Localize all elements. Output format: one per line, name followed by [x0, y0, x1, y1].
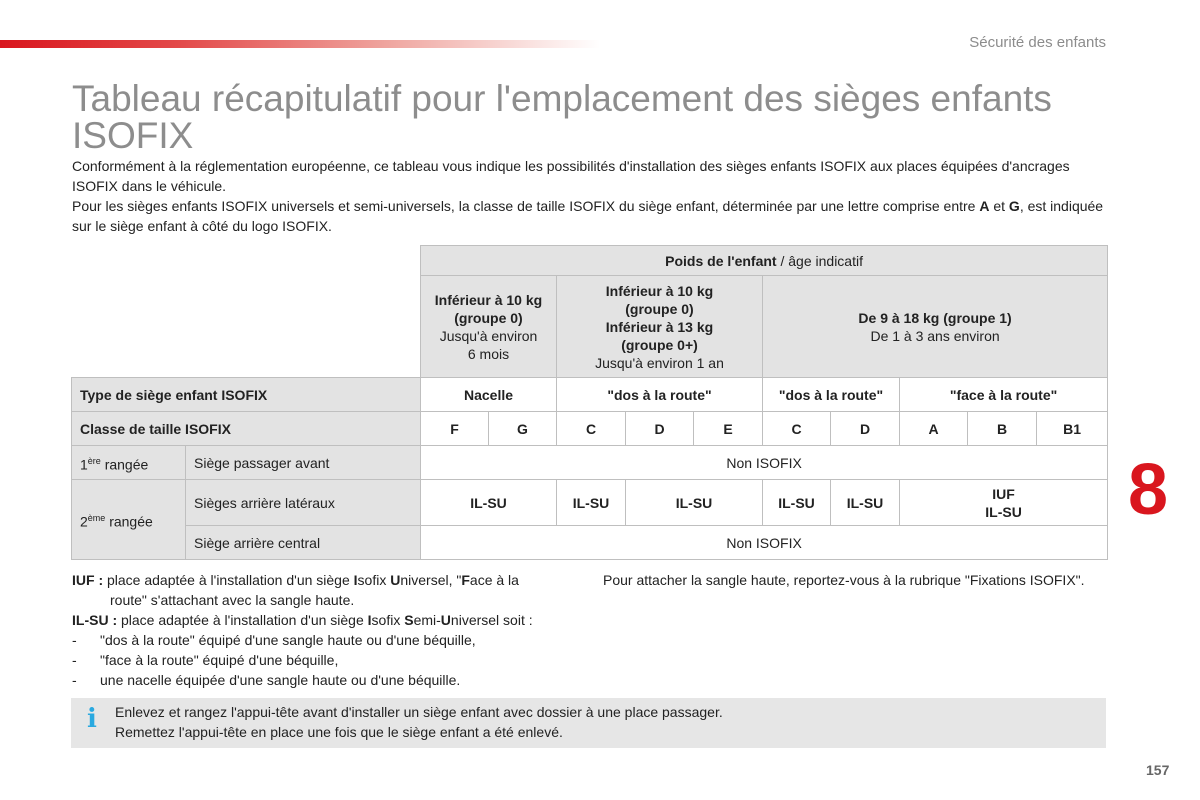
note-bold-letter: I	[367, 612, 372, 628]
row-rank-1	[72, 446, 186, 480]
intro-paragraph-1: Conformément à la réglementation européenne, ce tableau vous indique les possibilités d'installation des sièges enfants ISOFIX aux places équipées d'ancrages ISOFIX dans le véhicule.	[72, 158, 1070, 194]
group-text: (groupe 0+)	[621, 336, 698, 353]
dash-bullet: -	[72, 672, 77, 688]
list-item-text: une nacelle équipée d'une sangle haute ou d'une béquille.	[100, 672, 461, 688]
iuf-note-continued: route" s'attachant avec la sangle haute.	[110, 592, 355, 608]
weight-group-0	[421, 276, 557, 378]
note-text: sofix	[357, 572, 391, 588]
ilsu-label: IL-SU :	[72, 612, 118, 628]
seat-rear-center: Siège arrière central	[186, 526, 421, 560]
group-text: Inférieur à 10 kg	[605, 282, 714, 299]
class-cell: C	[557, 412, 626, 446]
intro-text-segment: Pour les sièges enfants ISOFIX universels et semi-universels, la classe de taille ISOFIX du siège enfant, déterminée par une lettre comprise entre	[72, 198, 980, 214]
list-item	[72, 670, 582, 690]
row-rank-2	[72, 480, 186, 560]
note-bold-letter: U	[440, 612, 451, 628]
type-row-label: Type de siège enfant ISOFIX	[72, 378, 421, 412]
intro-text-segment: , est indiquée sur le siège enfant à côté du logo ISOFIX.	[72, 198, 1104, 234]
type-cell: "dos à la route"	[763, 378, 900, 412]
class-cell: B1	[1037, 412, 1108, 446]
class-cell: E	[694, 412, 763, 446]
ilsu-text: IL-SU	[985, 503, 1022, 520]
rank-superscript: ère	[87, 455, 101, 466]
class-cell: D	[626, 412, 694, 446]
note-text: place adaptée à l'installation d'un siège	[117, 612, 368, 628]
list-item	[72, 650, 582, 670]
ilsu-note	[72, 610, 582, 630]
group-text: Jusqu'à environ	[439, 327, 538, 344]
note-text: niversel soit :	[450, 612, 533, 628]
note-bold-letter: U	[390, 572, 401, 588]
class-cell: F	[421, 412, 489, 446]
ilsu-cell: IL-SU	[763, 480, 831, 526]
type-cell: Nacelle	[421, 378, 557, 412]
ilsu-cell: IL-SU	[421, 480, 557, 526]
list-item-text: "dos à la route" équipé d'une sangle haute ou d'une béquille,	[100, 632, 476, 648]
group-text: Inférieur à 13 kg	[605, 318, 714, 335]
class-cell: A	[900, 412, 968, 446]
iuf-ilsu-cell	[900, 480, 1108, 526]
table-empty-corner	[72, 246, 421, 378]
legend-notes	[72, 570, 582, 690]
weight-header	[421, 246, 1108, 276]
rank-suffix: rangée	[100, 456, 149, 473]
group-text: (groupe 0)	[625, 300, 694, 317]
iuf-note	[72, 570, 582, 590]
info-text	[115, 702, 723, 742]
intro-paragraph-2	[72, 196, 1112, 236]
info-icon: i	[87, 704, 97, 734]
weight-group-1	[763, 276, 1108, 378]
class-cell: D	[831, 412, 900, 446]
note-bold-letter: I	[353, 572, 358, 588]
dash-bullet: -	[72, 652, 77, 668]
top-tether-note: Pour attacher la sangle haute, reportez-vous à la rubrique "Fixations ISOFIX".	[603, 572, 1085, 588]
group-text: De 9 à 18 kg (groupe 1)	[858, 309, 1012, 326]
note-text: place adaptée à l'installation d'un siège	[103, 572, 354, 588]
seat-rear-sides: Sièges arrière latéraux	[186, 480, 421, 526]
iuf-label: IUF :	[72, 572, 104, 588]
weight-header-rest: / âge indicatif	[776, 252, 863, 269]
class-cell: C	[763, 412, 831, 446]
iuf-text: IUF	[992, 485, 1015, 502]
dash-bullet: -	[72, 632, 77, 648]
intro-text-segment: et	[989, 198, 1009, 214]
note-bold-letter: S	[404, 612, 414, 628]
info-line-2: Remettez l'appui-tête en place une fois que le siège enfant a été enlevé.	[115, 724, 563, 740]
type-cell: "face à la route"	[900, 378, 1108, 412]
group-text: (groupe 0)	[454, 309, 523, 326]
rank-number: 1	[80, 456, 88, 473]
info-box	[71, 698, 1106, 748]
type-cell: "dos à la route"	[557, 378, 763, 412]
intro-text	[72, 156, 1112, 236]
note-text: niversel, "	[400, 572, 462, 588]
weight-group-0plus	[557, 276, 763, 378]
group-text: 6 mois	[467, 345, 510, 362]
rank-number: 2	[80, 513, 88, 530]
rank-superscript: ème	[87, 512, 106, 523]
chapter-number: 8	[1128, 450, 1169, 530]
page-title: Tableau récapitulatif pour l'emplacement des sièges enfants ISOFIX	[72, 78, 1052, 156]
info-line-1: Enlevez et rangez l'appui-tête avant d'installer un siège enfant avec dossier à une place passager.	[115, 704, 723, 720]
section-header: Sécurité des enfants	[969, 34, 1106, 51]
list-item	[72, 630, 582, 650]
intro-letter-a: A	[979, 198, 990, 214]
weight-header-bold: Poids de l'enfant	[665, 252, 777, 269]
isofix-table	[71, 245, 1108, 560]
class-row-label: Classe de taille ISOFIX	[72, 412, 421, 446]
non-isofix-cell: Non ISOFIX	[421, 526, 1108, 560]
group-text: Inférieur à 10 kg	[434, 291, 543, 308]
group-text: De 1 à 3 ans environ	[870, 327, 1000, 344]
header-color-bar	[0, 40, 600, 48]
note-bold-letter: F	[461, 572, 470, 588]
page-number: 157	[1146, 762, 1170, 778]
non-isofix-cell: Non ISOFIX	[421, 446, 1108, 480]
ilsu-cell: IL-SU	[557, 480, 626, 526]
note-text: ace à la	[469, 572, 519, 588]
note-text: emi-	[413, 612, 441, 628]
group-text: Jusqu'à environ 1 an	[595, 354, 724, 371]
note-text: sofix	[371, 612, 405, 628]
rank-suffix: rangée	[105, 513, 153, 530]
class-cell: B	[968, 412, 1037, 446]
intro-letter-g: G	[1008, 198, 1020, 214]
seat-front-passenger: Siège passager avant	[186, 446, 421, 480]
list-item-text: "face à la route" équipé d'une béquille,	[100, 652, 339, 668]
ilsu-cell: IL-SU	[831, 480, 900, 526]
ilsu-cell: IL-SU	[626, 480, 763, 526]
class-cell: G	[489, 412, 557, 446]
